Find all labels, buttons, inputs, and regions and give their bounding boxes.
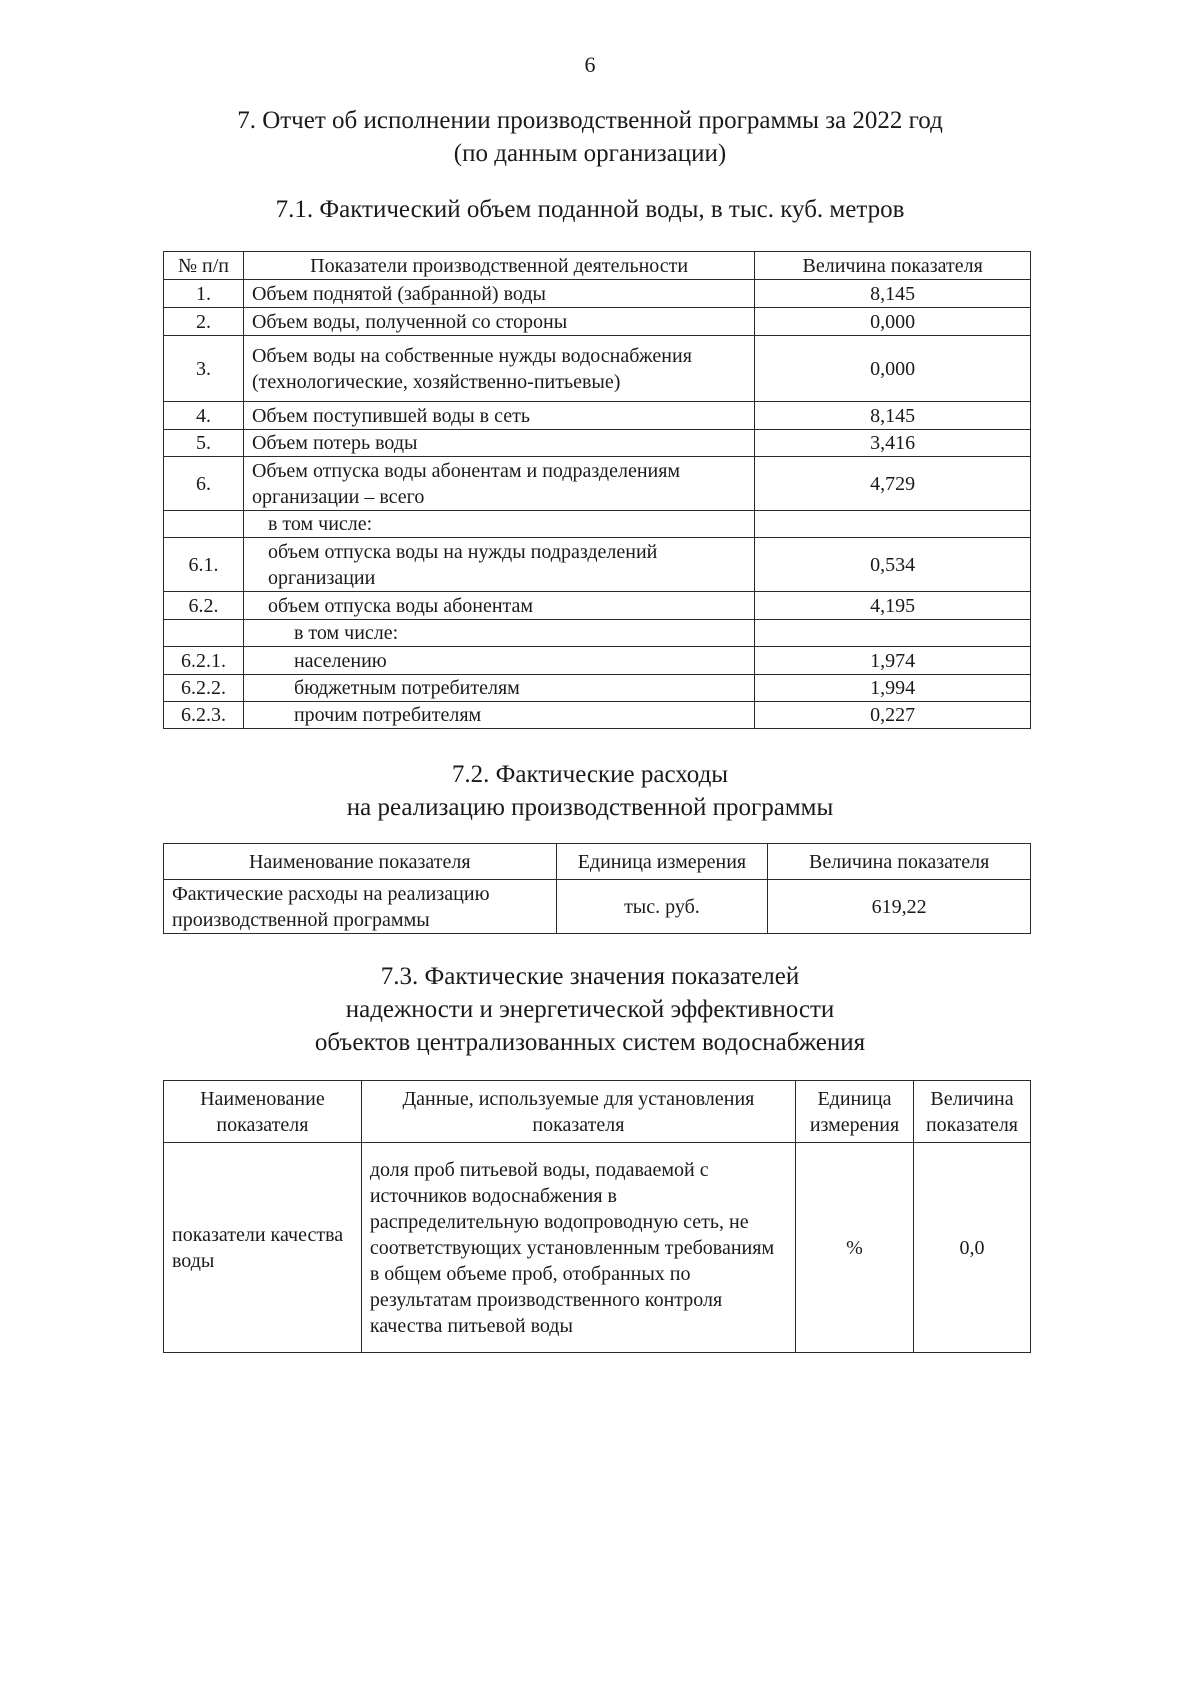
col-header-name: Наименование показателя xyxy=(164,844,557,880)
row-num: 6. xyxy=(164,457,244,511)
table-row xyxy=(164,647,1031,675)
row-value: 8,145 xyxy=(755,280,1031,308)
col-header-value: Величина показателя xyxy=(768,844,1031,880)
row-num: 6.2.3. xyxy=(164,702,244,729)
row-value: 0,000 xyxy=(755,336,1031,402)
row-value xyxy=(755,511,1031,538)
row-value: 0,227 xyxy=(755,702,1031,729)
row-num xyxy=(164,511,244,538)
row-value: 0,000 xyxy=(755,308,1031,336)
row-label: Объем воды, полученной со стороны xyxy=(243,308,754,336)
row-value: 8,145 xyxy=(755,402,1031,430)
table-row xyxy=(164,1143,1031,1353)
col-header-data: Данные, используемые для установления показателя xyxy=(361,1081,795,1143)
section-7-2-title-line2: на реализацию производственной программы xyxy=(346,794,834,821)
row-num: 2. xyxy=(164,308,244,336)
col-header-value: Величина показателя xyxy=(755,252,1031,280)
row-num: 5. xyxy=(164,430,244,457)
row-label: Объем воды на собственные нужды водоснабжения (технологические, хозяйственно-питьевые) xyxy=(243,336,754,402)
row-label: прочим потребителям xyxy=(243,702,754,729)
row-label: в том числе: xyxy=(243,620,754,647)
row-label: Объем поднятой (забранной) воды xyxy=(243,280,754,308)
row-unit: тыс. руб. xyxy=(556,880,768,934)
row-num: 1. xyxy=(164,280,244,308)
row-label: Объем потерь воды xyxy=(243,430,754,457)
row-label: Фактические расходы на реализацию производственной программы xyxy=(164,880,557,934)
section-7-1-title: 7.1. Фактический объем поданной воды, в тыс. куб. метров xyxy=(275,196,905,223)
section-7-2-title xyxy=(0,758,1180,824)
row-value: 4,195 xyxy=(755,592,1031,620)
col-header-unit: Единица измерения xyxy=(796,1081,914,1143)
col-header-name: Наименование показателя xyxy=(164,1081,362,1143)
row-data: доля проб питьевой воды, подаваемой с источников водоснабжения в распределительную водопроводную сеть, не соответствующих установленным требованиям в общем объеме проб, отобранных по результатам производственного контроля качества питьевой воды xyxy=(361,1143,795,1353)
table-row xyxy=(164,280,1031,308)
row-value: 619,22 xyxy=(768,880,1031,934)
table-row xyxy=(164,592,1031,620)
table-row xyxy=(164,308,1031,336)
section-7-3-title-line1: 7.3. Фактические значения показателей xyxy=(380,963,800,990)
section-7-2-title-line1: 7.2. Фактические расходы xyxy=(451,761,729,788)
row-num: 6.2. xyxy=(164,592,244,620)
row-label: в том числе: xyxy=(243,511,754,538)
row-num: 6.2.2. xyxy=(164,675,244,702)
row-name: показатели качества воды xyxy=(164,1143,362,1353)
reliability-table xyxy=(163,1080,1031,1353)
table-header-row xyxy=(164,844,1031,880)
table-row xyxy=(164,457,1031,511)
row-num: 6.2.1. xyxy=(164,647,244,675)
row-num: 6.1. xyxy=(164,538,244,592)
col-header-indicator: Показатели производственной деятельности xyxy=(243,252,754,280)
row-value xyxy=(755,620,1031,647)
table-row xyxy=(164,675,1031,702)
page-number: 6 xyxy=(584,52,596,77)
section-7-title xyxy=(0,104,1180,170)
row-value: 4,729 xyxy=(755,457,1031,511)
row-value: 0,534 xyxy=(755,538,1031,592)
table-row xyxy=(164,402,1031,430)
water-volume-table xyxy=(163,251,1031,729)
table-row xyxy=(164,511,1031,538)
col-header-value: Величина показателя xyxy=(913,1081,1030,1143)
col-header-num: № п/п xyxy=(164,252,244,280)
section-7-title-line1: 7. Отчет об исполнении производственной программы за 2022 год xyxy=(237,107,943,134)
row-label: объем отпуска воды на нужды подразделений организации xyxy=(243,538,754,592)
table-row xyxy=(164,620,1031,647)
section-7-3-title-line3: объектов централизованных систем водоснабжения xyxy=(314,1029,866,1056)
row-label: бюджетным потребителям xyxy=(243,675,754,702)
row-value: 1,994 xyxy=(755,675,1031,702)
row-value: 3,416 xyxy=(755,430,1031,457)
table-row xyxy=(164,336,1031,402)
table-row xyxy=(164,702,1031,729)
row-value: 1,974 xyxy=(755,647,1031,675)
row-label: объем отпуска воды абонентам xyxy=(243,592,754,620)
row-num: 4. xyxy=(164,402,244,430)
table-header-row xyxy=(164,252,1031,280)
table-row xyxy=(164,430,1031,457)
section-7-title-line2: (по данным организации) xyxy=(453,140,727,167)
section-7-3-title-line2: надежности и энергетической эффективности xyxy=(345,996,835,1023)
row-num xyxy=(164,620,244,647)
row-label: Объем поступившей воды в сеть xyxy=(243,402,754,430)
row-num: 3. xyxy=(164,336,244,402)
row-value: 0,0 xyxy=(913,1143,1030,1353)
row-unit: % xyxy=(796,1143,914,1353)
col-header-unit: Единица измерения xyxy=(556,844,768,880)
row-label: населению xyxy=(243,647,754,675)
table-row xyxy=(164,538,1031,592)
expenses-table xyxy=(163,843,1031,934)
table-row xyxy=(164,880,1031,934)
section-7-3-title xyxy=(0,960,1180,1059)
table-header-row xyxy=(164,1081,1031,1143)
row-label: Объем отпуска воды абонентам и подразделениям организации – всего xyxy=(243,457,754,511)
